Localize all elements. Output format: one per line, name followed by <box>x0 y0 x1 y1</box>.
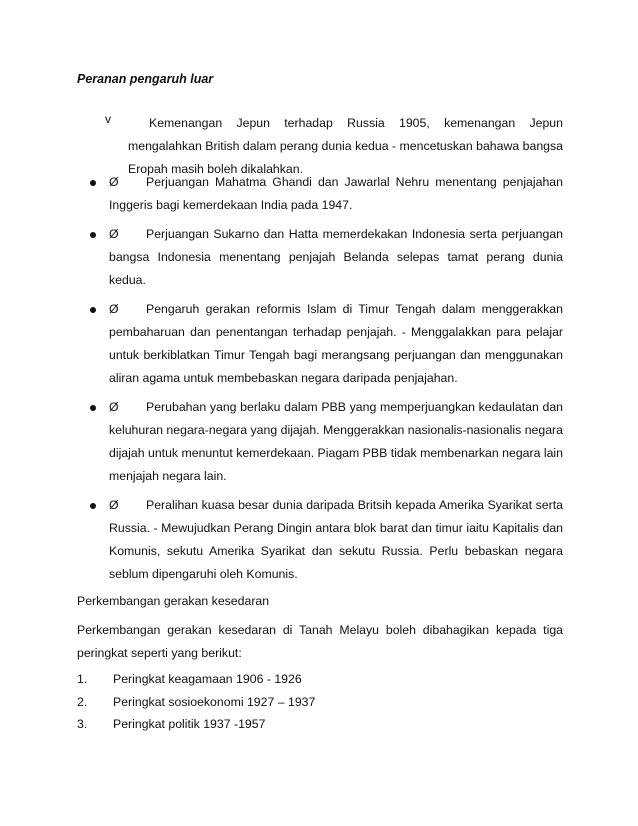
bullet-text: Perubahan yang berlaku dalam PBB yang memperjuangkan kedaulatan dan keluhuran negara-negara yang dijajah. Menggerakkan nasionalis-nasionalis negara dijajah untuk menuntut kemerdekaan. Piagam PBB tidak membenarkan negara lain menjajah negara lain. <box>109 400 563 483</box>
bullet-text: Pengaruh gerakan reformis Islam di Timur Tengah dalam menggerakkan pembaharuan dan penentangan terhadap penjajah. - Menggalakkan para pelajar untuk berkiblatkan Timur Tengah bagi merangsang perjuangan dan menggunakan aliran agama untuk membebaskan negara daripada penjajahan. <box>109 302 563 385</box>
bullet-text: Perjuangan Sukarno dan Hatta memerdekakan Indonesia serta perjuangan bangsa Indonesia menentang penjajah Belanda selepas tamat perang dunia kedua. <box>109 227 563 287</box>
list-item-number: 2. <box>77 694 88 709</box>
list-item-number: 3. <box>77 717 88 731</box>
bullet-marker: Ø <box>109 175 119 189</box>
bullet-text: Perjuangan Mahatma Ghandi dan Jawarlal Nehru menentang penjajahan Inggeris bagi kemerdekaan India pada 1947. <box>109 175 563 212</box>
list-item <box>77 691 315 714</box>
list-item-number: 1. <box>77 672 88 686</box>
bullet-marker: Ø <box>109 227 119 241</box>
list-item-text: Peringkat sosioekonomi 1927 – 1937 <box>113 694 316 709</box>
list-item <box>77 713 315 736</box>
bullet-dot-icon <box>90 180 96 186</box>
section-title-awareness-movement: Perkembangan gerakan kesedaran <box>77 594 270 608</box>
bullet-dot-icon <box>90 405 96 411</box>
bullet-dot-icon <box>90 232 96 238</box>
list-item-text: Peringkat politik 1937 -1957 <box>113 717 266 731</box>
list-item <box>77 668 315 691</box>
bullet-marker: Ø <box>109 302 119 316</box>
numbered-list <box>77 668 315 736</box>
bullet-item <box>88 223 563 292</box>
bullet-item <box>88 396 563 488</box>
section-heading-external-influence: Peranan pengaruh luar <box>77 72 214 86</box>
section-paragraph: Perkembangan gerakan kesedaran di Tanah Melayu boleh dibahagikan kepada tiga peringkat seperti yang berikut: <box>77 623 563 660</box>
bullet-item <box>88 171 563 217</box>
bullet-dot-icon <box>90 503 96 509</box>
intro-marker: v <box>105 112 112 126</box>
bullet-dot-icon <box>90 307 96 313</box>
list-item-text: Peringkat keagamaan 1906 - 1926 <box>113 672 302 686</box>
bullet-item <box>88 494 563 586</box>
bullet-marker: Ø <box>109 498 119 512</box>
bullet-marker: Ø <box>109 400 119 414</box>
intro-text: Kemenangan Jepun terhadap Russia 1905, kemenangan Jepun mengalahkan British dalam perang dunia kedua - mencetuskan bahawa bangsa Eropah masih boleh dikalahkan. <box>128 116 563 176</box>
bullet-text: Peralihan kuasa besar dunia daripada Britsih kepada Amerika Syarikat serta Russia. - Mewujudkan Perang Dingin antara blok barat dan timur iaitu Kapitalis dan Komunis, sekutu Amerika Syarikat dan sekutu Russia. Perlu bebaskan negara seblum dipengaruhi oleh Komunis. <box>109 498 563 581</box>
bullet-item <box>88 298 563 390</box>
bullet-list <box>88 171 563 592</box>
